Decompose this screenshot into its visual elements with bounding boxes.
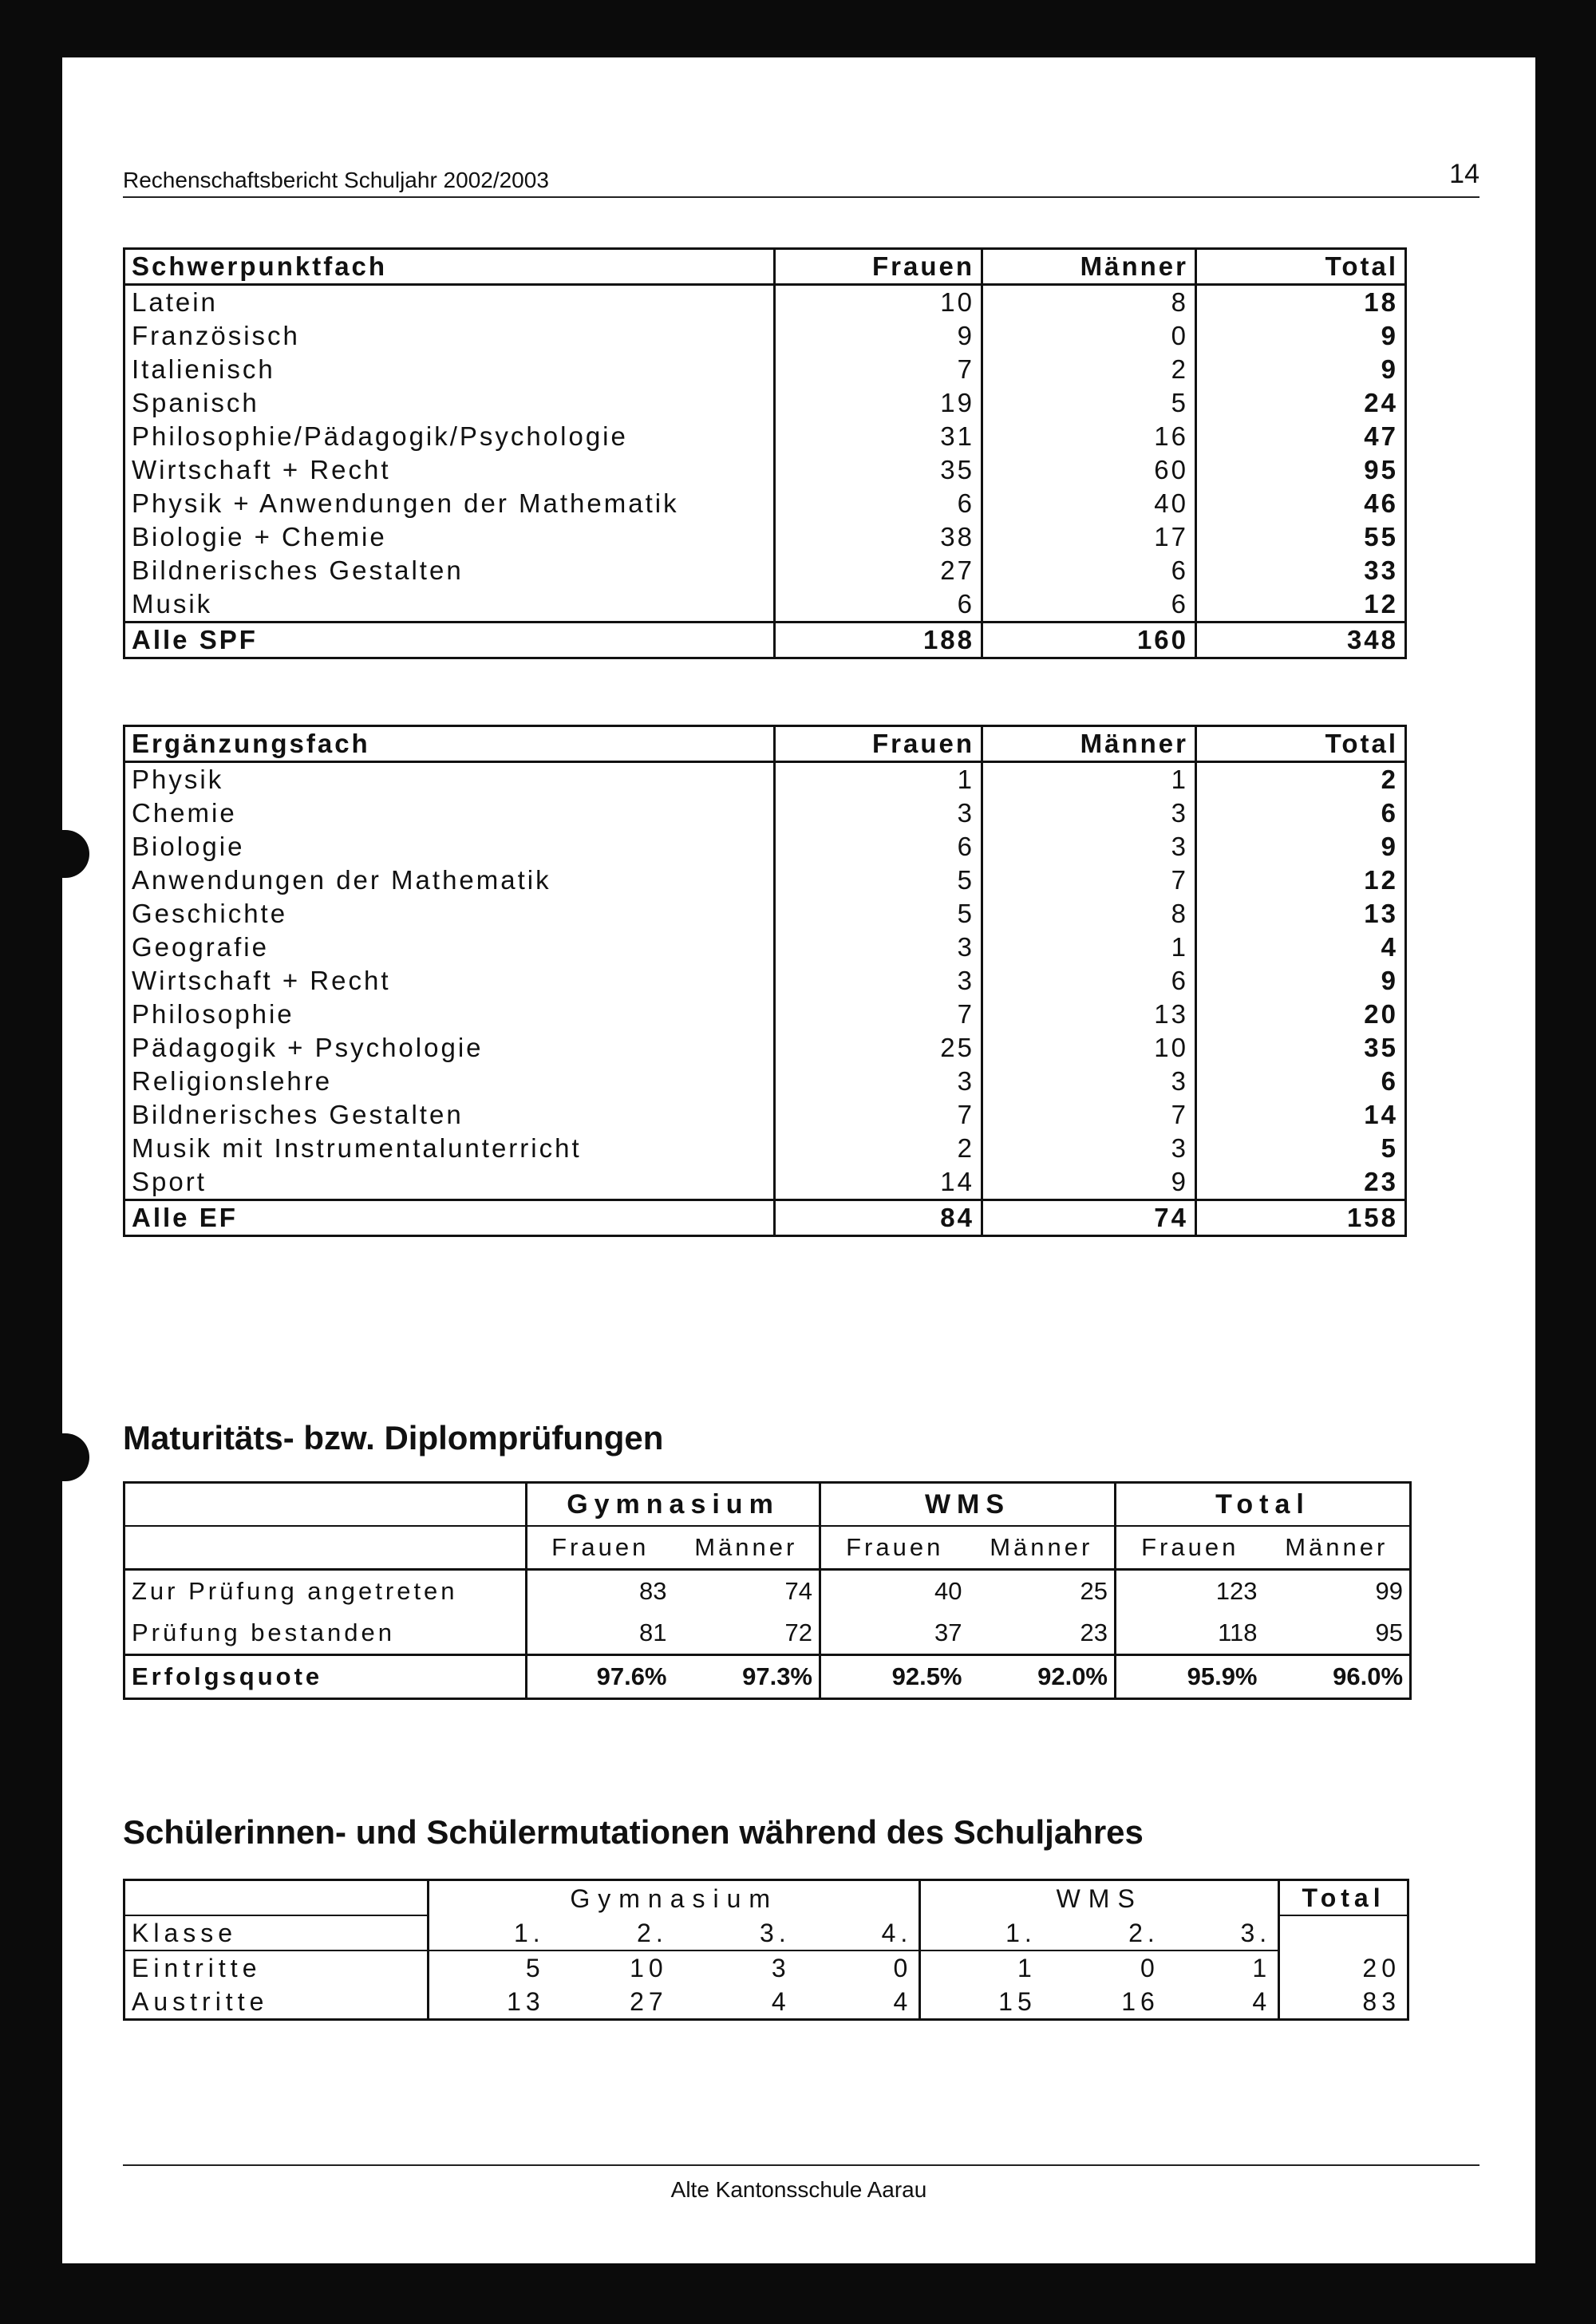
ef-value: 6 <box>1381 798 1398 828</box>
ef-subject: Philosophie <box>124 998 775 1031</box>
ef-value: 6 <box>982 964 1196 998</box>
ef-row <box>124 931 1406 964</box>
spf-value: 12 <box>1364 589 1398 619</box>
ef-table <box>123 725 1407 1237</box>
mutationen-group-wms: WMS <box>920 1880 1279 1916</box>
mutationen-group-gymnasium: Gymnasium <box>429 1880 920 1916</box>
spf-value: 95 <box>1364 455 1398 484</box>
ef-header-frauen: Frauen <box>775 726 982 762</box>
matura-sub-total-maenner: Männer <box>1264 1526 1411 1570</box>
ef-value: 7 <box>982 1098 1196 1132</box>
spf-total-frauen: 188 <box>775 622 982 658</box>
spf-value: 0 <box>982 319 1196 353</box>
ef-header-subject: Ergänzungsfach <box>124 726 775 762</box>
page-header <box>123 152 1479 198</box>
matura-sub-gym-maenner: Männer <box>674 1526 820 1570</box>
ef-value: 1 <box>775 762 982 797</box>
spf-value: 10 <box>775 285 982 320</box>
matura-cell: 118 <box>1218 1618 1258 1646</box>
mutationen-cell: 15 <box>998 1987 1037 2016</box>
spf-value: 18 <box>1364 287 1398 317</box>
ef-value: 3 <box>982 1065 1196 1098</box>
spf-value: 9 <box>775 319 982 353</box>
matura-cell: 97.3% <box>674 1655 820 1699</box>
spf-total-row <box>124 622 1406 658</box>
spf-total-label: Alle SPF <box>124 622 775 658</box>
mutationen-cell: 4 <box>797 1985 920 2020</box>
ef-value: 13 <box>1364 899 1398 928</box>
spf-value: 27 <box>775 554 982 587</box>
spf-row <box>124 285 1406 320</box>
ef-subject: Sport <box>124 1165 775 1200</box>
matura-row-erfolgsquote <box>124 1655 1411 1699</box>
spf-row <box>124 520 1406 554</box>
ef-value: 3 <box>982 1132 1196 1165</box>
ef-value: 3 <box>982 830 1196 864</box>
spf-subject: Biologie + Chemie <box>124 520 775 554</box>
spf-value: 16 <box>982 420 1196 453</box>
ef-subject: Anwendungen der Mathematik <box>124 864 775 897</box>
mutationen-klasse: 1. <box>429 1915 551 1951</box>
ef-subject: Religionslehre <box>124 1065 775 1098</box>
spf-value: 6 <box>982 554 1196 587</box>
ef-value: 14 <box>775 1165 982 1200</box>
matura-row-bestanden <box>124 1612 1411 1655</box>
matura-cell: 96.0% <box>1264 1655 1411 1699</box>
matura-row-label: Erfolgsquote <box>124 1655 527 1699</box>
matura-table <box>123 1481 1412 1700</box>
mutationen-row-austritte <box>124 1985 1408 2020</box>
spf-subject: Physik + Anwendungen der Mathematik <box>124 487 775 520</box>
spf-row <box>124 420 1406 453</box>
spf-value: 46 <box>1364 488 1398 518</box>
ef-value: 35 <box>1364 1033 1398 1062</box>
spf-header-frauen: Frauen <box>775 249 982 285</box>
ef-row <box>124 897 1406 931</box>
mutationen-klasse: 2. <box>551 1915 674 1951</box>
ef-value: 6 <box>1381 1066 1398 1096</box>
ef-value: 5 <box>775 864 982 897</box>
matura-cell: 23 <box>969 1612 1116 1655</box>
matura-group-gymnasium: Gymnasium <box>527 1483 820 1527</box>
report-title: Rechenschaftsbericht Schuljahr 2002/2003 <box>123 168 549 192</box>
ef-value: 12 <box>1364 865 1398 895</box>
ef-value: 9 <box>982 1165 1196 1200</box>
matura-corner <box>124 1483 527 1527</box>
ef-value: 9 <box>1381 832 1398 861</box>
mutationen-cell: 13 <box>507 1987 545 2016</box>
ef-value: 7 <box>982 864 1196 897</box>
matura-row-angetreten <box>124 1570 1411 1613</box>
ef-value: 3 <box>775 931 982 964</box>
ef-value: 1 <box>982 762 1196 797</box>
spf-value: 9 <box>1381 321 1398 350</box>
mutationen-corner <box>124 1880 429 1916</box>
spf-value: 47 <box>1364 421 1398 451</box>
mutationen-heading: Schülerinnen- und Schülermutationen während des Schuljahres <box>123 1813 1144 1851</box>
mutationen-table <box>123 1879 1409 2021</box>
ef-row <box>124 796 1406 830</box>
mutationen-klasse-total-blank <box>1279 1915 1408 1951</box>
ef-subject: Chemie <box>124 796 775 830</box>
ef-subject: Physik <box>124 762 775 797</box>
matura-cell: 92.5% <box>820 1655 969 1699</box>
ef-subject: Geografie <box>124 931 775 964</box>
spf-subject: Französisch <box>124 319 775 353</box>
mutationen-cell: 4 <box>771 1987 791 2016</box>
ef-subject: Pädagogik + Psychologie <box>124 1031 775 1065</box>
ef-subject: Geschichte <box>124 897 775 931</box>
ef-row <box>124 998 1406 1031</box>
mutationen-cell: 0 <box>1140 1954 1159 1982</box>
ef-value: 8 <box>982 897 1196 931</box>
mutationen-klasse: 4. <box>797 1915 920 1951</box>
mutationen-cell: 10 <box>630 1954 668 1982</box>
matura-cell: 74 <box>674 1570 820 1613</box>
mutationen-klasse: 3. <box>674 1915 797 1951</box>
ef-header-maenner: Männer <box>982 726 1196 762</box>
spf-value: 9 <box>1381 354 1398 384</box>
mutationen-cell-total: 20 <box>1362 1953 1400 1982</box>
spf-subject: Wirtschaft + Recht <box>124 453 775 487</box>
ef-row <box>124 1132 1406 1165</box>
mutationen-row-label: Austritte <box>124 1985 429 2020</box>
page-number: 14 <box>1449 159 1479 189</box>
ef-subject: Bildnerisches Gestalten <box>124 1098 775 1132</box>
spf-value: 2 <box>982 353 1196 386</box>
ef-value: 4 <box>1381 932 1398 962</box>
ef-value: 2 <box>1381 765 1398 794</box>
matura-sub-gym-frauen: Frauen <box>527 1526 674 1570</box>
spf-row <box>124 587 1406 622</box>
ef-row <box>124 1165 1406 1200</box>
spf-total-maenner: 160 <box>982 622 1196 658</box>
matura-group-row <box>124 1483 1411 1527</box>
spf-subject: Italienisch <box>124 353 775 386</box>
ef-header-total: Total <box>1196 726 1406 762</box>
ef-value: 3 <box>775 1065 982 1098</box>
spf-header-subject: Schwerpunktfach <box>124 249 775 285</box>
ef-value: 2 <box>775 1132 982 1165</box>
matura-cell: 37 <box>934 1618 962 1646</box>
spf-total-total: 348 <box>1196 622 1406 658</box>
matura-cell: 95.9% <box>1116 1655 1264 1699</box>
spf-value: 6 <box>982 587 1196 622</box>
ef-total-row <box>124 1200 1406 1236</box>
spf-value: 38 <box>775 520 982 554</box>
matura-cell: 83 <box>639 1577 667 1605</box>
mutationen-cell: 5 <box>525 1954 545 1982</box>
mutationen-row-eintritte <box>124 1951 1408 1985</box>
matura-row-label: Zur Prüfung angetreten <box>124 1570 527 1613</box>
ef-row <box>124 1065 1406 1098</box>
spf-value: 33 <box>1364 555 1398 585</box>
ef-value: 3 <box>775 796 982 830</box>
ef-value: 5 <box>775 897 982 931</box>
mutationen-klasse-row <box>124 1915 1408 1951</box>
mutationen-cell: 1 <box>1166 1951 1279 1985</box>
spf-table <box>123 247 1407 659</box>
mutationen-klasse-label: Klasse <box>124 1915 429 1951</box>
spf-value: 35 <box>775 453 982 487</box>
matura-cell: 99 <box>1375 1577 1404 1605</box>
spf-subject: Spanisch <box>124 386 775 420</box>
ef-total-maenner: 74 <box>982 1200 1196 1236</box>
matura-cell: 92.0% <box>969 1655 1116 1699</box>
ef-value: 13 <box>982 998 1196 1031</box>
matura-row-label: Prüfung bestanden <box>124 1612 527 1655</box>
mutationen-cell: 4 <box>1166 1985 1279 2020</box>
matura-group-total: Total <box>1116 1483 1411 1527</box>
spf-value: 40 <box>982 487 1196 520</box>
spf-subject: Bildnerisches Gestalten <box>124 554 775 587</box>
mutationen-klasse: 2. <box>1043 1915 1166 1951</box>
mutationen-group-row <box>124 1880 1408 1916</box>
spf-row <box>124 319 1406 353</box>
spf-row <box>124 353 1406 386</box>
spf-value: 17 <box>982 520 1196 554</box>
matura-cell: 25 <box>969 1570 1116 1613</box>
spf-subject: Philosophie/Pädagogik/Psychologie <box>124 420 775 453</box>
matura-subheader-row <box>124 1526 1411 1570</box>
ef-subject: Wirtschaft + Recht <box>124 964 775 998</box>
spf-value: 8 <box>982 285 1196 320</box>
matura-cell: 97.6% <box>527 1655 674 1699</box>
spf-subject: Latein <box>124 285 775 320</box>
ef-row <box>124 762 1406 797</box>
ef-row <box>124 864 1406 897</box>
mutationen-cell: 27 <box>630 1987 668 2016</box>
mutationen-row-label: Eintritte <box>124 1951 429 1985</box>
ef-row <box>124 830 1406 864</box>
spf-subject: Musik <box>124 587 775 622</box>
spf-value: 5 <box>982 386 1196 420</box>
ef-value: 25 <box>775 1031 982 1065</box>
ef-total-label: Alle EF <box>124 1200 775 1236</box>
mutationen-cell: 16 <box>1121 1987 1159 2016</box>
matura-sub-wms-frauen: Frauen <box>820 1526 969 1570</box>
matura-sub-total-frauen: Frauen <box>1116 1526 1264 1570</box>
mutationen-cell: 3 <box>771 1954 791 1982</box>
spf-value: 19 <box>775 386 982 420</box>
matura-cell: 72 <box>674 1612 820 1655</box>
ef-value: 10 <box>982 1031 1196 1065</box>
matura-cell: 95 <box>1375 1618 1404 1646</box>
matura-corner-sub <box>124 1526 527 1570</box>
spf-value: 55 <box>1364 522 1398 551</box>
footer-rule <box>123 2164 1479 2166</box>
spf-value: 24 <box>1364 388 1398 417</box>
ef-value: 23 <box>1364 1167 1398 1196</box>
ef-value: 3 <box>982 796 1196 830</box>
matura-heading: Maturitäts- bzw. Diplomprüfungen <box>123 1419 664 1456</box>
matura-cell: 40 <box>934 1577 962 1605</box>
ef-value: 5 <box>1381 1133 1398 1163</box>
mutationen-cell: 1 <box>1017 1954 1037 1982</box>
spf-value: 31 <box>775 420 982 453</box>
matura-cell: 123 <box>1215 1577 1258 1605</box>
ef-value: 20 <box>1364 999 1398 1029</box>
ef-value: 14 <box>1364 1100 1398 1129</box>
mutationen-group-total: Total <box>1279 1880 1408 1916</box>
spf-row <box>124 453 1406 487</box>
spf-header-total: Total <box>1196 249 1406 285</box>
ef-header-row <box>124 726 1406 762</box>
matura-cell: 81 <box>639 1618 667 1646</box>
ef-value: 6 <box>775 830 982 864</box>
document-page <box>62 57 1535 2263</box>
ef-row <box>124 1031 1406 1065</box>
spf-value: 7 <box>775 353 982 386</box>
ef-total-total: 158 <box>1196 1200 1406 1236</box>
ef-subject: Musik mit Instrumentalunterricht <box>124 1132 775 1165</box>
spf-header-maenner: Männer <box>982 249 1196 285</box>
ef-total-frauen: 84 <box>775 1200 982 1236</box>
mutationen-cell: 0 <box>797 1951 920 1985</box>
spf-value: 6 <box>775 587 982 622</box>
matura-sub-wms-maenner: Männer <box>969 1526 1116 1570</box>
mutationen-cell-total: 83 <box>1362 1987 1400 2016</box>
ef-subject: Biologie <box>124 830 775 864</box>
ef-value: 3 <box>775 964 982 998</box>
ef-value: 1 <box>982 931 1196 964</box>
matura-group-wms: WMS <box>820 1483 1116 1527</box>
page-footer: Alte Kantonsschule Aarau <box>670 2177 927 2202</box>
ef-value: 7 <box>775 1098 982 1132</box>
spf-row <box>124 554 1406 587</box>
ef-value: 7 <box>775 998 982 1031</box>
ef-row <box>124 1098 1406 1132</box>
spf-value: 60 <box>982 453 1196 487</box>
mutationen-klasse: 1. <box>920 1915 1043 1951</box>
spf-row <box>124 386 1406 420</box>
spf-header-row <box>124 249 1406 285</box>
spf-row <box>124 487 1406 520</box>
mutationen-klasse: 3. <box>1166 1915 1279 1951</box>
ef-row <box>124 964 1406 998</box>
ef-value: 9 <box>1381 966 1398 995</box>
spf-value: 6 <box>775 487 982 520</box>
